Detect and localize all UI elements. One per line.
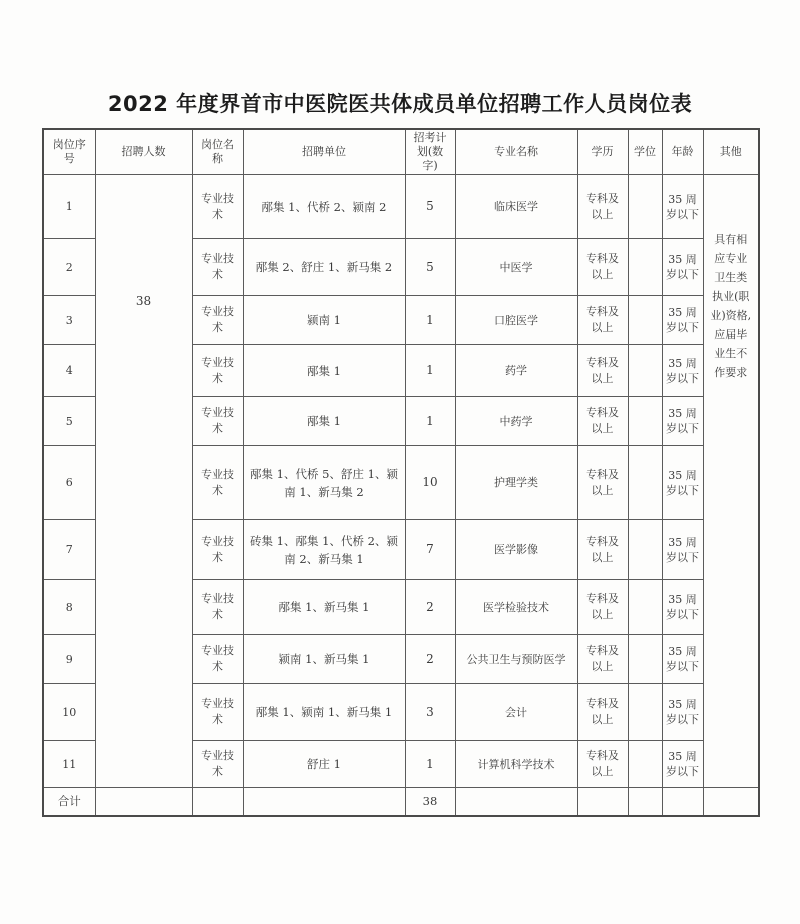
cell-plan: 1 xyxy=(405,741,455,788)
cell-degree xyxy=(628,175,662,239)
total-other-cell xyxy=(703,788,759,816)
cell-plan: 7 xyxy=(405,520,455,580)
cell-position-no: 6 xyxy=(43,446,95,520)
cell-degree xyxy=(628,446,662,520)
cell-job-title: 专业技术 xyxy=(192,345,243,397)
cell-age: 35 周岁以下 xyxy=(662,580,703,635)
header-degree: 学位 xyxy=(628,129,662,175)
cell-degree xyxy=(628,520,662,580)
cell-age: 35 周岁以下 xyxy=(662,296,703,345)
header-position-no: 岗位序号 xyxy=(43,129,95,175)
cell-recruit-unit: 邴集 2、舒庄 1、新马集 2 xyxy=(243,239,405,296)
total-jobtitle-cell xyxy=(192,788,243,816)
cell-education: 专科及以上 xyxy=(577,446,628,520)
cell-degree xyxy=(628,345,662,397)
cell-position-no: 9 xyxy=(43,635,95,684)
job-positions-table xyxy=(42,128,760,817)
cell-plan: 1 xyxy=(405,397,455,446)
total-major-cell xyxy=(455,788,577,816)
cell-position-no: 1 xyxy=(43,175,95,239)
cell-education: 专科及以上 xyxy=(577,296,628,345)
cell-age: 35 周岁以下 xyxy=(662,239,703,296)
cell-recruit-unit: 邴集 1、代桥 2、颍南 2 xyxy=(243,175,405,239)
total-education-cell xyxy=(577,788,628,816)
cell-job-title: 专业技术 xyxy=(192,175,243,239)
cell-recruit-unit: 砖集 1、邴集 1、代桥 2、颍南 2、新马集 1 xyxy=(243,520,405,580)
cell-job-title: 专业技术 xyxy=(192,580,243,635)
header-recruit-count: 招聘人数 xyxy=(95,129,192,175)
cell-recruit-unit: 邴集 1 xyxy=(243,345,405,397)
total-label: 合计 xyxy=(43,788,95,816)
cell-position-no: 5 xyxy=(43,397,95,446)
cell-recruit-unit: 邴集 1、新马集 1 xyxy=(243,580,405,635)
cell-position-no: 4 xyxy=(43,345,95,397)
cell-degree xyxy=(628,635,662,684)
cell-major: 医学影像 xyxy=(455,520,577,580)
cell-plan: 2 xyxy=(405,635,455,684)
table-row xyxy=(43,175,759,239)
cell-degree xyxy=(628,296,662,345)
cell-job-title: 专业技术 xyxy=(192,239,243,296)
cell-other-note: 具有相应专业卫生类执业(职业)资格,应届毕业生不作要求 xyxy=(703,175,759,788)
cell-recruit-unit: 邴集 1、颍南 1、新马集 1 xyxy=(243,684,405,741)
cell-education: 专科及以上 xyxy=(577,239,628,296)
cell-education: 专科及以上 xyxy=(577,520,628,580)
header-education: 学历 xyxy=(577,129,628,175)
cell-job-title: 专业技术 xyxy=(192,397,243,446)
cell-position-no: 11 xyxy=(43,741,95,788)
cell-degree xyxy=(628,580,662,635)
cell-position-no: 8 xyxy=(43,580,95,635)
cell-major: 中医学 xyxy=(455,239,577,296)
header-plan: 招考计划(数字) xyxy=(405,129,455,175)
cell-major: 口腔医学 xyxy=(455,296,577,345)
cell-age: 35 周岁以下 xyxy=(662,446,703,520)
total-age-cell xyxy=(662,788,703,816)
cell-age: 35 周岁以下 xyxy=(662,635,703,684)
cell-job-title: 专业技术 xyxy=(192,741,243,788)
cell-position-no: 2 xyxy=(43,239,95,296)
cell-education: 专科及以上 xyxy=(577,684,628,741)
cell-recruit-total xyxy=(95,175,192,788)
header-row xyxy=(43,129,759,175)
cell-plan: 1 xyxy=(405,345,455,397)
cell-education: 专科及以上 xyxy=(577,580,628,635)
cell-recruit-unit: 舒庄 1 xyxy=(243,741,405,788)
cell-education: 专科及以上 xyxy=(577,175,628,239)
cell-age: 35 周岁以下 xyxy=(662,684,703,741)
cell-major: 会计 xyxy=(455,684,577,741)
cell-plan: 1 xyxy=(405,296,455,345)
header-age: 年龄 xyxy=(662,129,703,175)
cell-plan: 5 xyxy=(405,175,455,239)
cell-plan: 10 xyxy=(405,446,455,520)
cell-job-title: 专业技术 xyxy=(192,635,243,684)
cell-degree xyxy=(628,239,662,296)
cell-degree xyxy=(628,397,662,446)
recruit-total-value: 38 xyxy=(135,294,152,308)
cell-plan: 2 xyxy=(405,580,455,635)
cell-education: 专科及以上 xyxy=(577,397,628,446)
cell-recruit-unit: 邴集 1、代桥 5、舒庄 1、颍南 1、新马集 2 xyxy=(243,446,405,520)
cell-degree xyxy=(628,741,662,788)
cell-degree xyxy=(628,684,662,741)
cell-major: 公共卫生与预防医学 xyxy=(455,635,577,684)
cell-major: 临床医学 xyxy=(455,175,577,239)
cell-job-title: 专业技术 xyxy=(192,520,243,580)
total-recruit-cell xyxy=(95,788,192,816)
total-row xyxy=(43,788,759,816)
header-recruit-unit: 招聘单位 xyxy=(243,129,405,175)
total-unit-cell xyxy=(243,788,405,816)
cell-major: 医学检验技术 xyxy=(455,580,577,635)
cell-age: 35 周岁以下 xyxy=(662,741,703,788)
cell-education: 专科及以上 xyxy=(577,741,628,788)
cell-recruit-unit: 颍南 1、新马集 1 xyxy=(243,635,405,684)
page-title: 2022 年度界首市中医院医共体成员单位招聘工作人员岗位表 xyxy=(107,92,693,116)
cell-education: 专科及以上 xyxy=(577,345,628,397)
cell-major: 药学 xyxy=(455,345,577,397)
cell-age: 35 周岁以下 xyxy=(662,345,703,397)
cell-position-no: 10 xyxy=(43,684,95,741)
cell-position-no: 7 xyxy=(43,520,95,580)
cell-position-no: 3 xyxy=(43,296,95,345)
cell-plan: 5 xyxy=(405,239,455,296)
header-major: 专业名称 xyxy=(455,129,577,175)
cell-job-title: 专业技术 xyxy=(192,446,243,520)
cell-job-title: 专业技术 xyxy=(192,684,243,741)
cell-plan: 3 xyxy=(405,684,455,741)
cell-age: 35 周岁以下 xyxy=(662,397,703,446)
cell-education: 专科及以上 xyxy=(577,635,628,684)
cell-age: 35 周岁以下 xyxy=(662,520,703,580)
total-degree-cell xyxy=(628,788,662,816)
cell-major: 中药学 xyxy=(455,397,577,446)
cell-major: 护理学类 xyxy=(455,446,577,520)
total-plan-value: 38 xyxy=(405,788,455,816)
header-other: 其他 xyxy=(703,129,759,175)
cell-recruit-unit: 颍南 1 xyxy=(243,296,405,345)
cell-age: 35 周岁以下 xyxy=(662,175,703,239)
cell-job-title: 专业技术 xyxy=(192,296,243,345)
cell-recruit-unit: 邴集 1 xyxy=(243,397,405,446)
cell-major: 计算机科学技术 xyxy=(455,741,577,788)
header-job-title: 岗位名称 xyxy=(192,129,243,175)
